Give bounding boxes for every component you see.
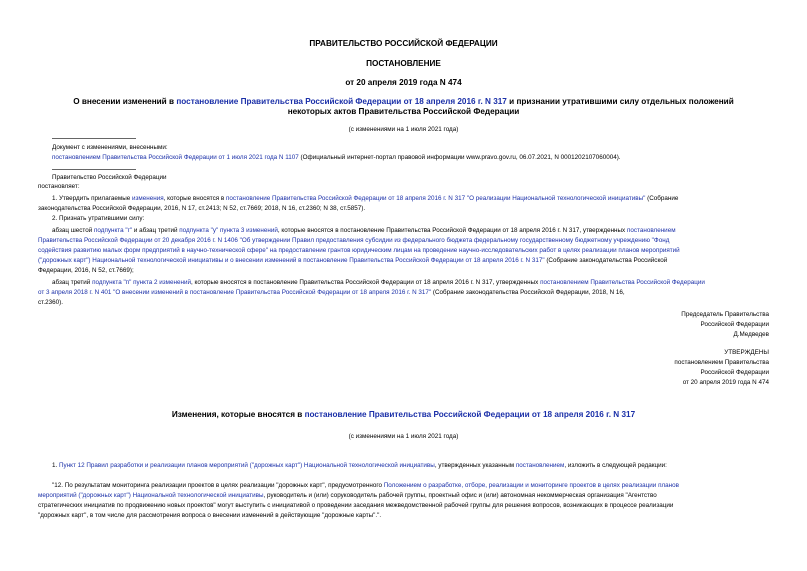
signature-name: Д.Медведев: [733, 331, 769, 338]
link-resolution-3[interactable]: постановлением: [515, 462, 565, 469]
divider-top: [52, 138, 136, 139]
item1-text-c: (Собрание: [645, 195, 679, 202]
p2-text-a: абзац третий: [52, 279, 93, 286]
p1-text-c: , которые вносятся в постановление Правительства Российской Федерации от 18 апреля 2016 г. N 317, утвержденных: [277, 227, 627, 234]
approved-line4: от 20 апреля 2019 года N 474: [682, 379, 769, 386]
approved-line3: Российской Федерации: [700, 369, 769, 376]
change1-text-a: 1.: [52, 462, 60, 469]
document-date-number: от 20 апреля 2019 года N 474: [345, 78, 462, 87]
link-decree-1406-line2[interactable]: Правительства Российской Федерации от 20 декабря 2016 г. N 1406 "Об утверждении Правил предоставления субсидии из федерального бюджета федеральному государственному бюджетному учреждению "Фонд: [38, 237, 670, 244]
title-link-decree-317[interactable]: постановление Правительства Российской Федерации от 18 апреля 2016 г. N 317: [176, 97, 507, 106]
changes-title-prefix: Изменения, которые вносятся в: [171, 410, 305, 419]
quote-line2: [38, 491, 657, 501]
link-decree-1406-line4[interactable]: ("дорожных карт") Национальной технологической инициативы и о внесении изменений в постановление Правительства Российской Федерации от 18 апреля 2016 г. N 317": [38, 257, 545, 264]
link-point-12-rules[interactable]: Пункт 12 Правил разработки и реализации планов мероприятий ("дорожных карт") Национальной технологической инициативы: [59, 462, 435, 469]
quote-line2-tail: , руководитель и (или) соруководитель рабочей группы, проектный офис и (или) автономная некоммерческая организация "Агентство: [263, 492, 657, 499]
quote-line3: стратегических инициатив по продвижению новых проектов" могут выступить с инициативой о проведении заседания межведомственной рабочей группы для решения вопросов, возникающих в процессе реализации: [38, 502, 674, 509]
changes-heading: Документ с изменениями, внесенными:: [52, 144, 168, 151]
item2-heading: 2. Признать утратившими силу:: [52, 215, 145, 222]
p1-text-b: и абзац третий: [132, 227, 180, 234]
revision-note-2: (с изменениями на 1 июля 2021 года): [348, 433, 459, 440]
preamble-line2: постановляет:: [38, 183, 80, 190]
change1-text-b: , утвержденных указанным: [434, 462, 516, 469]
link-regulation-projects[interactable]: Положением о разработке, отборе, реализации и мониторинге проектов в целях реализации планов: [383, 482, 679, 489]
changes-title-link-decree-317[interactable]: постановление Правительства Российской Федерации от 18 апреля 2016 г. N 317: [304, 410, 636, 419]
item2-p2-line3: ст.2360).: [38, 299, 63, 306]
item2-p2-line2: [38, 288, 625, 298]
link-changes[interactable]: изменения: [132, 195, 164, 202]
link-decree-1406-line3[interactable]: содействия развитию малых форм предприятий в научно-технической сфере" на предоставление грантов юридическим лицам на проведение научно-исследовательских работ в целях реализации планов мероприятий: [38, 247, 680, 254]
link-regulation-projects-line2[interactable]: мероприятий ("дорожных карт") Национальной технологической инициативы: [38, 492, 264, 499]
link-subparagraph-g[interactable]: подпункта "г": [94, 227, 133, 234]
item1-line1: [52, 194, 770, 204]
item2-p1-line4: [38, 256, 667, 266]
quote-line4: "дорожных карт", в том числе для рассмотрения вопроса о внесении изменений в действующие "дорожные карты".".: [38, 512, 382, 519]
changes-source: [52, 153, 621, 163]
changes-source-tail: (Официальный интернет-портал правовой информации www.pravo.gov.ru, 06.07.2021, N 0001202107060004).: [298, 154, 621, 161]
document-type: ПОСТАНОВЛЕНИЕ: [366, 59, 441, 68]
document-title-line2: некоторых актов Правительства Российской Федерации: [287, 107, 520, 116]
approved-heading: УТВЕРЖДЕНЫ: [724, 349, 769, 356]
title-suffix: и признании утратившими силу отдельных положений: [506, 97, 734, 106]
link-decree-317-full[interactable]: постановление Правительства Российской Федерации от 18 апреля 2016 г. N 317 "О реализации Национальной технологической инициативы": [226, 195, 646, 202]
link-decree-1107[interactable]: постановлением Правительства Российской Федерации от 1 июля 2021 года N 1107: [52, 154, 299, 161]
link-decree-401[interactable]: от 3 апреля 2018 г. N 401 "О внесении изменений в постановление Правительства Российской Федерации от 18 апреля 2016 г. N 317": [38, 289, 432, 296]
title-prefix: О внесении изменений в: [73, 97, 177, 106]
p2-line2-tail: (Собрание законодательства Российской Федерации, 2018, N 16,: [431, 289, 625, 296]
quote-line1: [52, 481, 679, 491]
signature-org: Российской Федерации: [700, 321, 769, 328]
link-subparagraph-u[interactable]: подпункта "у" пункта 3 изменений: [179, 227, 278, 234]
p1-text-a: абзац шестой: [52, 227, 94, 234]
link-resolution-1[interactable]: постановлением: [626, 227, 676, 234]
item1-text-a: 1. Утвердить прилагаемые: [52, 195, 132, 202]
signature-position: Председатель Правительства: [681, 311, 769, 318]
revision-note: (с изменениями на 1 июля 2021 года): [348, 126, 459, 133]
preamble-line1: Правительство Российской Федерации: [52, 174, 167, 181]
p2-text-b: , которые вносятся в постановление Правительства Российской Федерации от 18 апреля 2016 г. N 317, утвержденных: [191, 279, 541, 286]
link-subparagraph-p[interactable]: подпункта "п" пункта 2 изменений: [92, 279, 191, 286]
change1-line: [52, 461, 667, 471]
divider-bottom: [52, 169, 136, 170]
link-resolution-2[interactable]: постановлением Правительства Российской Федерации: [540, 279, 705, 286]
change1-text-c: , изложить в следующей редакции:: [564, 462, 667, 469]
approved-line2: постановлением Правительства: [674, 359, 769, 366]
p1-line4-tail: (Собрание законодательства Российской: [544, 257, 668, 264]
item2-p1-line1: [52, 226, 676, 236]
government-heading: ПРАВИТЕЛЬСТВО РОССИЙСКОЙ ФЕДЕРАЦИИ: [309, 39, 498, 48]
changes-title: [0, 409, 807, 420]
quote-text-a: "12. По результатам мониторинга реализации проектов в целях реализации "дорожных карт", предусмотренного: [52, 482, 384, 489]
item2-p1-line5: Федерации, 2016, N 52, ст.7669);: [38, 267, 134, 274]
item1-text-b: , которые вносятся в: [163, 195, 227, 202]
item2-p2-line1: [52, 278, 705, 288]
item1-line2: законодательства Российской Федерации, 2016, N 17, ст.2413; N 52, ст.7669; 2018, N 16, ст.2360; N 38, ст.5857).: [38, 205, 366, 212]
